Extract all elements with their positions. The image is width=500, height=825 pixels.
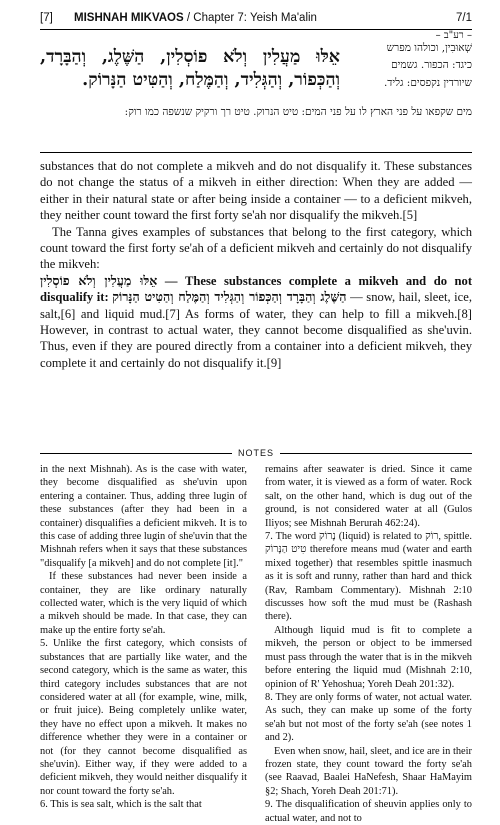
running-header	[40, 7, 472, 30]
translation-paragraph	[40, 273, 472, 371]
chapter-title: / Chapter 7: Yeish Ma'alin	[186, 12, 317, 24]
translation-paragraph: substances that do not complete a mikveh and do not disqualify it. These substances do not change the status of a mikveh in either direction: When they are added — either in their natural state or after being inside a container — to a deficient mikveh, they neither count toward the first forty se'ah nor disqualify the mikveh.[5]	[40, 159, 472, 223]
translation-paragraph: The Tanna gives examples of substances that belong to the first category, which count toward the first forty se'ah of a deficient mikveh and certainly do not disqualify the mikveh:	[40, 224, 472, 272]
running-title	[74, 12, 317, 24]
rav-line: שְׁאוּבִין, וכולהו מפרש	[386, 42, 472, 54]
hebrew-lemma: אֵלּוּ מַעֲלִין וְלֹא פוֹסְלִין	[40, 272, 158, 288]
hebrew-lemma: הַשֶּׁלֶג וְהַבָּרָד וְהַכְּפוֹר וְהַגְּלִיד וְהַמֶּלַח וְהַטִּיט הַנָּרוֹק	[112, 289, 347, 305]
note-paragraph: If these substances had never been inside a container, they are like ordinary naturally collected water, which is the very liquid of which a mikveh should be made. In that case, they can make up the entire forty se'ah.	[40, 571, 247, 636]
rav-label: – רע"ב –	[435, 30, 472, 41]
note-paragraph: remains after seawater is dried. Since it came from water, it is viewed as a form of water. Rock salt, on the other hand, which is dug out of the ground, is not considered water at all (Gulos Iliyos; see Mishnah Berurah 462:24).	[265, 464, 472, 529]
rav-line: שיורדין נקפסים: גליד.	[383, 76, 472, 89]
note-paragraph: 9. The disqualification of sheuvin applies only to actual water, and not to	[265, 799, 472, 824]
rav-commentary	[342, 40, 472, 92]
note-paragraph: 5. Unlike the first category, which consists of substances that are partially like water, and the second category, which is the same as water, this third category includes substances that are not considered water at all (for example, wine, milk, or fruit juice). Being completely unlike water, they have no effect upon a mikveh. It makes no difference whether they were in a container or not (for they cannot become disqualified as she'uvin). Either way, if they were added to a deficient mikveh, they would neither disqualify it nor count toward the forty se'ah.	[40, 638, 247, 797]
note-paragraph: 7. The word נָרוֹק (liquid) is related to רוֹק, spittle. טִיט הַנָּרוֹק therefore means mud (water and earth mixed together) that resembles spittle inasmuch as it is soft and runny, rather than hard and thick (Rav, Rambam Commentary). Mishnah 2:10 discusses how soft the mud must be (Rashash there).	[265, 531, 472, 623]
book-title: MISHNAH MIKVAOS	[74, 12, 184, 24]
notes-column-left	[40, 463, 247, 812]
page	[40, 0, 473, 824]
mishnah-text-block	[40, 30, 472, 153]
page-number: [7]	[40, 12, 53, 24]
translation-body	[40, 158, 472, 371]
notes-label: NOTES	[232, 448, 280, 458]
notes-divider	[40, 448, 472, 462]
note-paragraph: in the next Mishnah). As is the case with water, they become disqualified as she'uvin upon entering a container. Thus, adding three lugin of these substances (after they had been in a container) disqualifies a deficient mikveh. It is to this case of adding three lugin of she'uvin that the Mishnah refers when it says that these substances "disqualify [a mikveh] and do not complete [it]."	[40, 464, 247, 569]
folio: 7/1	[456, 12, 472, 24]
rav-line: כיגד: הכפור. גשמים	[391, 59, 472, 72]
notes-column-right	[265, 463, 472, 825]
rav-commentary-full: מים שקפאו על פני הארץ לו על פני המים: טיט הנרוק. טיט רך ורקיק שנשפה כמו רוק:	[124, 106, 472, 118]
note-paragraph: 8. They are only forms of water, not actual water. As such, they can make up some of the forty se'ah but not most of the forty se'ah (see notes 1 and 2).	[265, 691, 472, 744]
notes-section	[40, 463, 472, 824]
note-paragraph: Although liquid mud is fit to complete a mikveh, the person or object to be immersed must pass through the water that is in the mikveh before entering the liquid mud (Mishnah 2:10, opinion of R' Yehoshua; Yoreh Deah 201:32).	[265, 624, 472, 690]
note-paragraph: 6. This is sea salt, which is the salt that	[40, 799, 202, 811]
lemma-explanation: — snow, hail, sleet, ice, salt,[6] and liquid mud.[7] As forms of water, they can help to fill a mikveh.[8] However, in contrast to actual water, they cannot become disqualified as she'uvin. Thus, even if they are poured directly from a container into a deficient mikveh, they complete it and certainly do not disqualify it.[9]	[40, 290, 472, 370]
lemma-translation: — These substances complete a mikveh and do not disqualify it:	[40, 273, 473, 305]
note-paragraph: Even when snow, hail, sleet, and ice are in their frozen state, they count toward the forty se'ah (see Raavad, Baalei HaNefesh, Shaar HaMayim §2; Shach, Yoreh Deah 201:71).	[265, 745, 472, 797]
mishnah-hebrew: אֵלּוּ מַעֲלִין וְלֹא פוֹסְלִין, הַשֶּׁלֶג, וְהַבָּרָד, וְהַכְּפוֹר, וְהַגְּלִיד, וְהַמֶּלַח, וְהַטִּיט הַנָּרוֹק.	[40, 47, 340, 90]
